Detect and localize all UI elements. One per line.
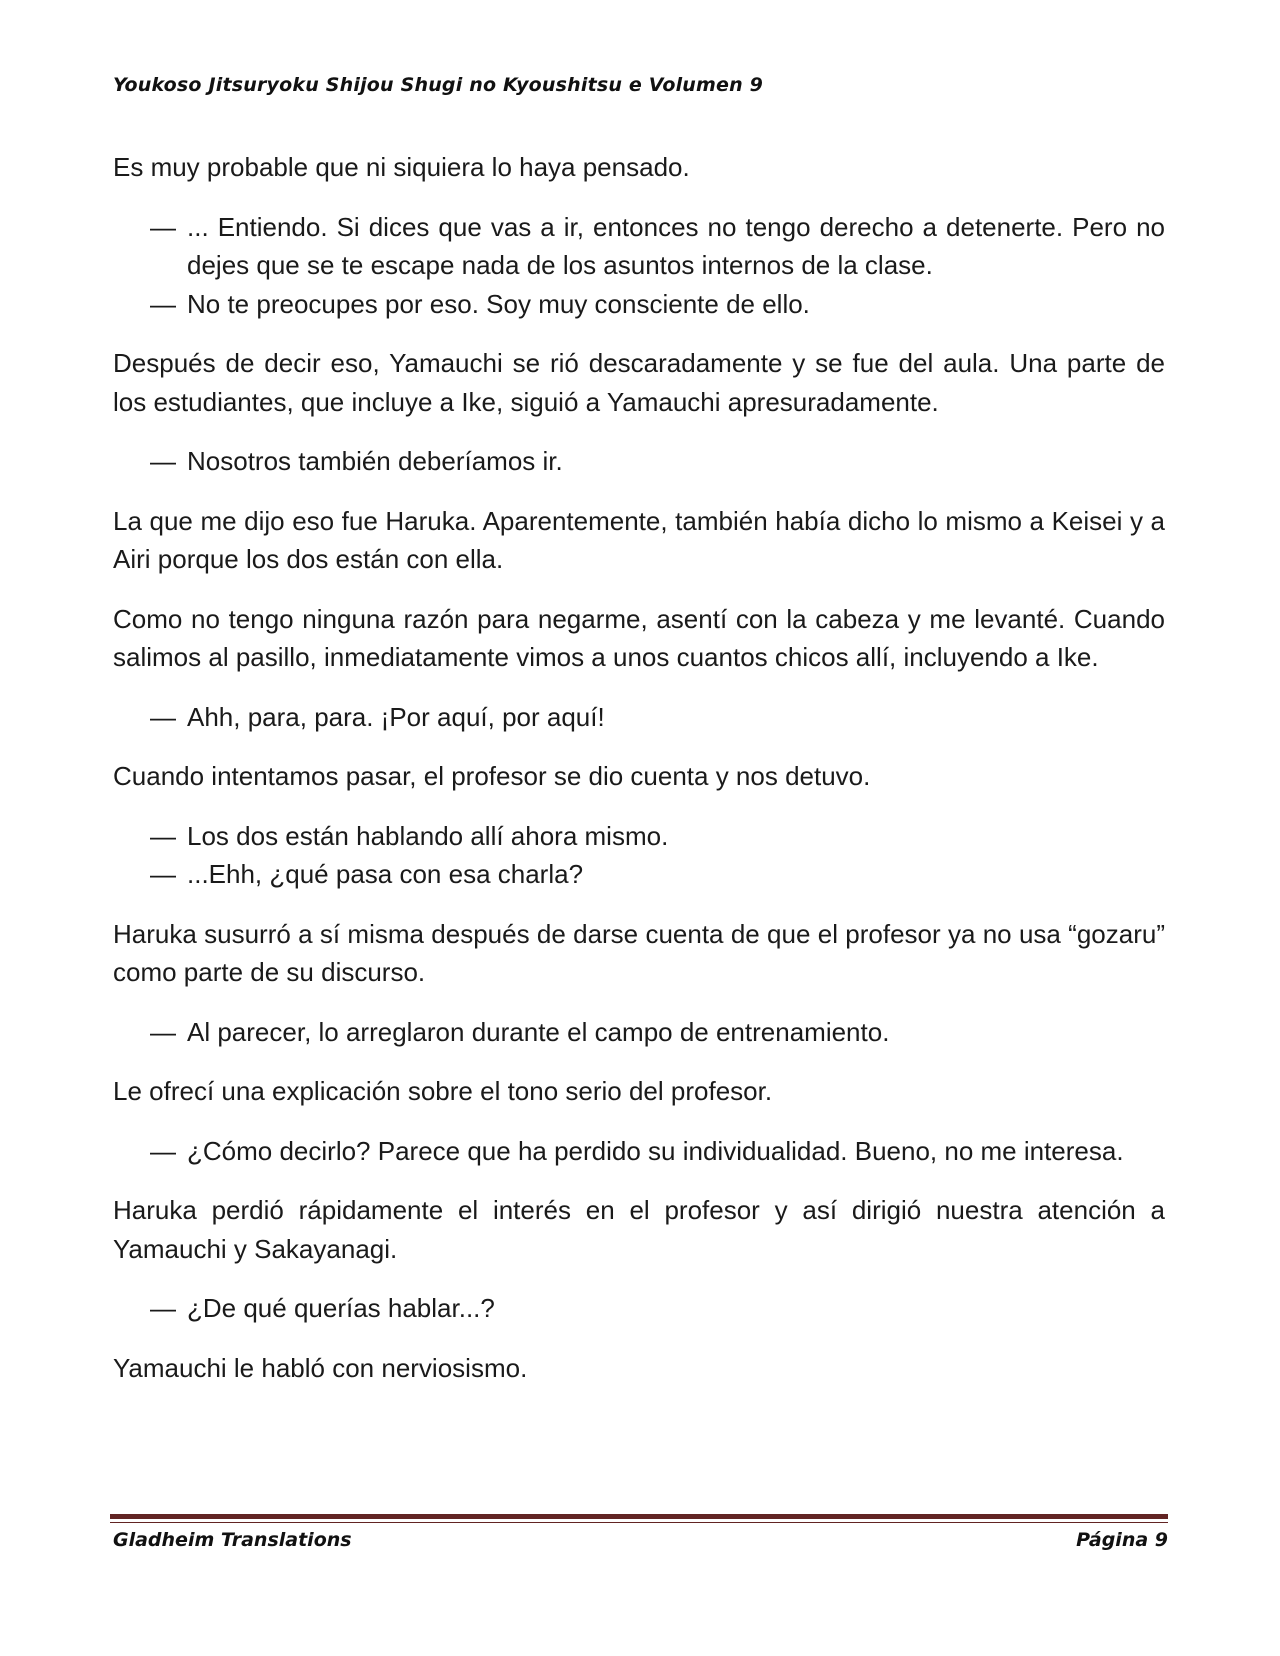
dialogue-line [113, 817, 1165, 856]
narrative-paragraph: Haruka susurró a sí misma después de darse cuenta de que el profesor ya no usa “gozaru” como parte de su discurso. [113, 918, 1165, 987]
dialogue-line [113, 1013, 1165, 1052]
dialogue-group [113, 1013, 1165, 1052]
narrative-paragraph: Como no tengo ninguna razón para negarme, asentí con la cabeza y me levanté. Cuando salimos al pasillo, inmediatamente vimos a unos cuantos chicos allí, incluyendo a Ike. [113, 603, 1165, 672]
page-header-title: Youkoso Jitsuryoku Shijou Shugi no Kyoushitsu e Volumen 9 [113, 74, 764, 96]
narrative-paragraph: Es muy probable que ni siquiera lo haya pensado. [113, 152, 690, 182]
dialogue-line [113, 285, 1165, 324]
em-dash-marker: — [150, 446, 176, 476]
dialogue-text: ... Entiendo. Si dices que vas a ir, entonces no tengo derecho a detenerte. Pero no dejes que se te escape nada de los asuntos internos de la clase. [187, 211, 1165, 280]
dialogue-text: Los dos están hablando allí ahora mismo. [187, 820, 669, 851]
em-dash-marker: — [150, 211, 176, 242]
dialogue-text: ¿De qué querías hablar...? [187, 1293, 495, 1323]
dialogue-text: ¿Cómo decirlo? Parece que ha perdido su individualidad. Bueno, no me interesa. [187, 1135, 1124, 1166]
dialogue-group [113, 817, 1165, 894]
dialogue-line [113, 208, 1165, 285]
footer-divider [110, 1514, 1168, 1523]
narrative-paragraph: La que me dijo eso fue Haruka. Aparentemente, también había dicho lo mismo a Keisei y a Airi porque los dos están con ella. [113, 505, 1165, 574]
dialogue-group [113, 442, 1165, 481]
em-dash-marker: — [150, 288, 176, 319]
footer-translator-credit: Gladheim Translations [113, 1529, 352, 1551]
dialogue-group [113, 1132, 1165, 1171]
em-dash-marker: — [150, 701, 176, 732]
narrative-paragraph: Yamauchi le habló con nerviosismo. [113, 1352, 528, 1383]
em-dash-marker: — [150, 859, 176, 889]
dialogue-text: Nosotros también deberíamos ir. [187, 446, 563, 476]
dialogue-group [113, 208, 1165, 324]
narrative-paragraph: Haruka perdió rápidamente el interés en el profesor y así dirigió nuestra atención a Yamauchi y Sakayanagi. [113, 1195, 1165, 1264]
narrative-paragraph: Después de decir eso, Yamauchi se rió descaradamente y se fue del aula. Una parte de los estudiantes, que incluye a Ike, siguió a Yamauchi apresuradamente. [113, 348, 1165, 417]
dialogue-line [113, 1132, 1165, 1171]
dialogue-text: Ahh, para, para. ¡Por aquí, por aquí! [187, 701, 605, 732]
em-dash-marker: — [150, 820, 176, 851]
dialogue-line [113, 855, 1165, 894]
dialogue-group [113, 698, 1165, 737]
dialogue-line [113, 698, 1165, 737]
dialogue-line [113, 1289, 1165, 1328]
footer-page-number: Página 9 [1076, 1529, 1168, 1551]
em-dash-marker: — [150, 1016, 176, 1047]
dialogue-line [113, 442, 1165, 481]
narrative-paragraph: Cuando intentamos pasar, el profesor se dio cuenta y nos detuvo. [113, 761, 871, 791]
document-body [113, 148, 1165, 1408]
dialogue-text: Al parecer, lo arreglaron durante el campo de entrenamiento. [187, 1016, 890, 1047]
dialogue-text: ...Ehh, ¿qué pasa con esa charla? [187, 859, 584, 889]
dialogue-group [113, 1289, 1165, 1328]
narrative-paragraph: Le ofrecí una explicación sobre el tono serio del profesor. [113, 1076, 773, 1106]
em-dash-marker: — [150, 1293, 176, 1323]
em-dash-marker: — [150, 1135, 176, 1166]
dialogue-text: No te preocupes por eso. Soy muy consciente de ello. [187, 288, 810, 319]
